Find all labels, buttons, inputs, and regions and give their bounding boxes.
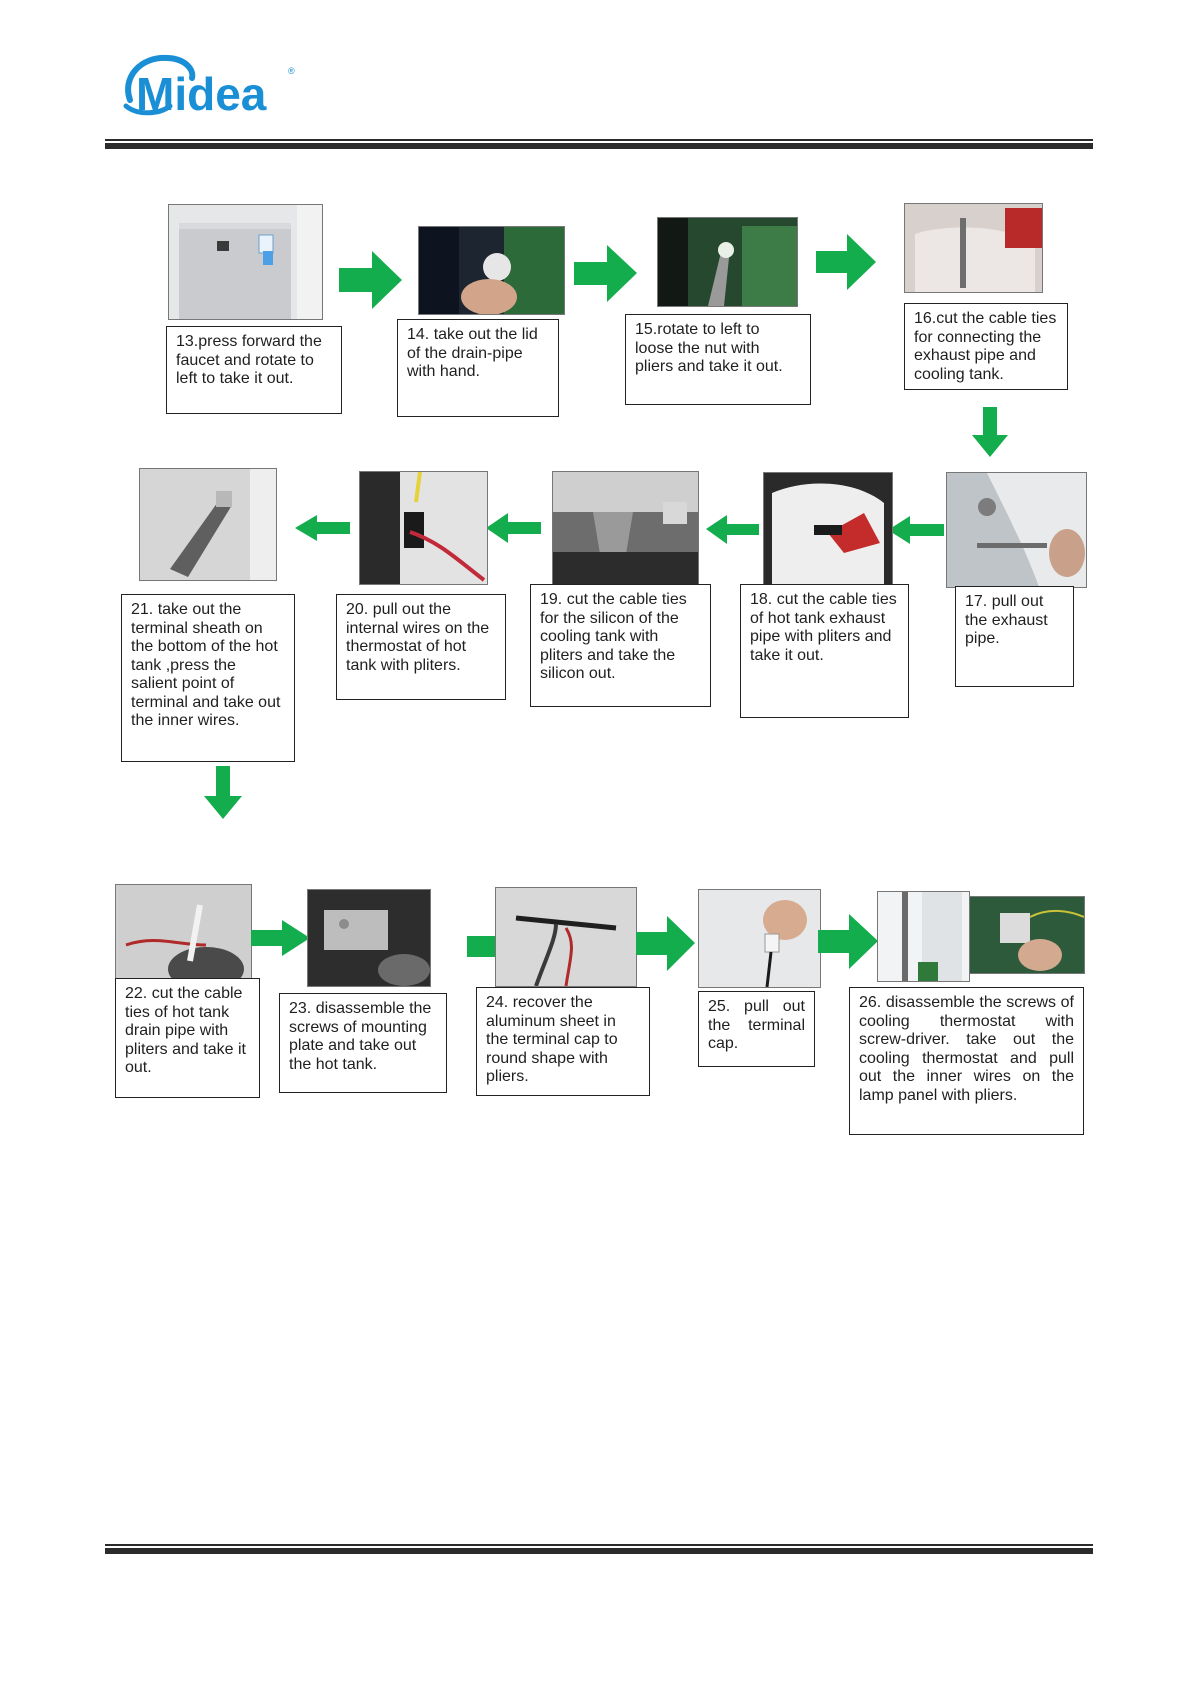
arrow-left-icon	[888, 516, 944, 544]
arrow-left-icon	[486, 513, 541, 543]
step-15-caption: 15.rotate to left to loose the nut with pliers and take it out.	[625, 314, 811, 405]
step-23-caption: 23. disassemble the screws of mounting plate and take out the hot tank.	[279, 993, 447, 1093]
arrow-right-icon	[816, 234, 876, 290]
arrow-left-icon	[295, 515, 350, 541]
arrow-down-icon	[972, 407, 1008, 457]
step-26-photo-b	[969, 896, 1085, 974]
step-14-caption: 14. take out the lid of the drain-pipe with hand.	[397, 319, 559, 417]
step-22-photo	[115, 884, 252, 980]
arrow-right-icon	[818, 914, 878, 969]
step-13-photo	[168, 204, 323, 320]
step-24-photo	[495, 887, 637, 987]
step-18-photo	[763, 472, 893, 587]
step-26-caption: 26. disassemble the screws of cooling thermostat with screw-driver. take out the cooling thermostat and pull out the inner wires on the lamp panel with pliers.	[849, 987, 1084, 1135]
step-23-photo	[307, 889, 431, 987]
arrow-right-icon	[636, 916, 695, 971]
step-19-caption: 19. cut the cable ties for the silicon of the cooling tank with pliters and take the silicon out.	[530, 584, 711, 707]
step-22-caption: 22. cut the cable ties of hot tank drain pipe with pliters and take it out.	[115, 978, 260, 1098]
step-25-caption: 25. pull out the terminal cap.	[698, 991, 815, 1067]
arrow-left-icon	[706, 515, 759, 544]
midea-logo-icon	[116, 48, 316, 128]
step-19-photo	[552, 471, 699, 586]
step-17-photo	[946, 472, 1087, 588]
midea-logo	[116, 48, 316, 128]
arrow-right-icon	[251, 920, 310, 956]
arrow-right-icon	[574, 245, 637, 302]
step-20-caption: 20. pull out the internal wires on the thermostat of hot tank with pliters.	[336, 594, 506, 700]
footer-rule	[105, 1544, 1093, 1554]
arrow-down-icon	[204, 766, 242, 819]
step-20-photo	[359, 471, 488, 585]
svg-text:Midea: Midea	[136, 68, 267, 120]
step-15-photo	[657, 217, 798, 307]
step-14-photo	[418, 226, 565, 315]
step-13-caption: 13.press forward the faucet and rotate to left to take it out.	[166, 326, 342, 414]
step-21-photo	[139, 468, 277, 581]
step-17-caption: 17. pull out the exhaust pipe.	[955, 586, 1074, 687]
step-26-photo-a	[877, 891, 970, 982]
step-25-photo	[698, 889, 821, 988]
svg-text:®: ®	[288, 66, 295, 76]
step-21-caption: 21. take out the terminal sheath on the bottom of the hot tank ,press the salient point of terminal and take out the inner wires.	[121, 594, 295, 762]
step-16-caption: 16.cut the cable ties for connecting the exhaust pipe and cooling tank.	[904, 303, 1068, 390]
header-rule	[105, 139, 1093, 149]
step-16-photo	[904, 203, 1043, 293]
arrow-right-icon	[339, 251, 402, 309]
step-18-caption: 18. cut the cable ties of hot tank exhaust pipe with pliters and take it out.	[740, 584, 909, 718]
step-24-caption: 24. recover the aluminum sheet in the terminal cap to round shape with pliers.	[476, 987, 650, 1096]
